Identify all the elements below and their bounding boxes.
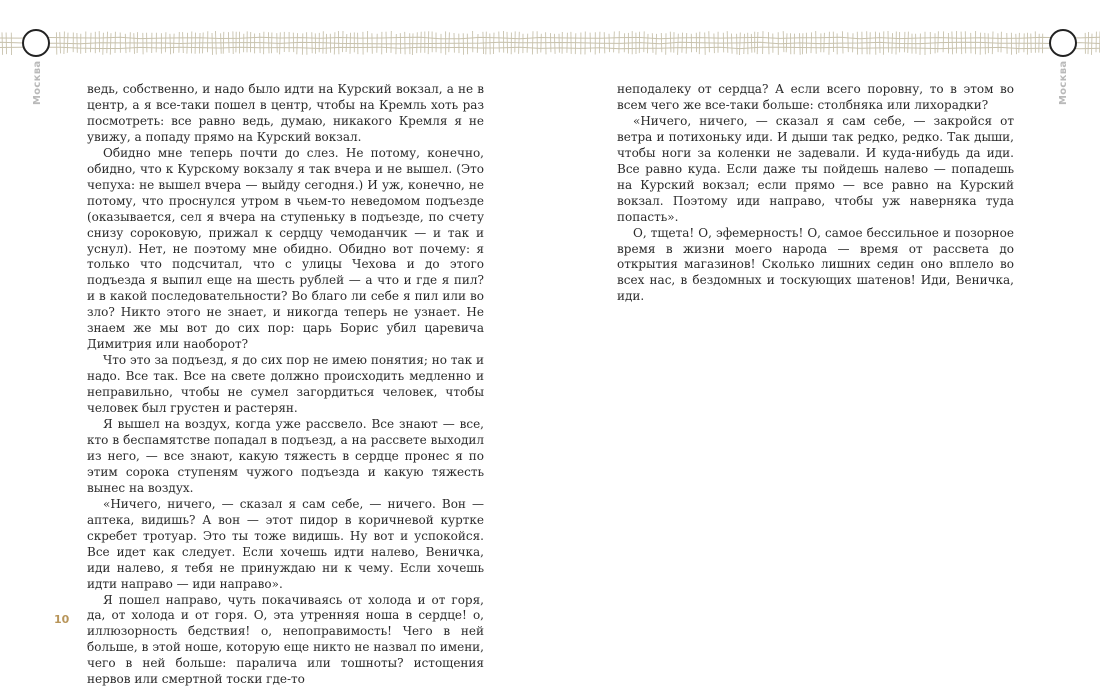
paragraph: Я пошел направо, чуть покачиваясь от холода и от горя, да, от холода и от горя. О, эта утренняя ноша в сердце! о, иллюзорность бедствия! о, непоправимость! Чего в ней больше, в этой ноше, которую еще никто не назвал по имени, чего в ней больше: паралича или тошноты? истощения нервов или смертной тоски где-то — [87, 592, 484, 687]
fence-post — [709, 31, 710, 52]
fence-post — [346, 34, 347, 52]
fence-post — [961, 32, 962, 54]
fence-post — [824, 33, 825, 53]
fence-post — [527, 34, 528, 53]
fence-post — [170, 34, 171, 55]
fence-post — [686, 33, 687, 54]
fence-post — [648, 34, 649, 53]
fence-post — [165, 32, 166, 52]
fence-circle-left — [23, 30, 49, 56]
paragraph: Обидно мне теперь почти до слез. Не потому, конечно, обидно, что к Курскому вокзалу я так вчера и не вышел. (Это чепуха: не вышел вчера — выйду сегодня.) И уж, конечно, не потому, что проснулся утром в чьем-то неведомом подъезде (оказывается, сел я вчера на ступеньку в подъезде, по счету снизу сороковую, прижал к сердцу чемоданчик — и так и уснул). Нет, не поэтому мне обидно. Обидно вот почему: я только что подсчитал, что с улицы Чехова и до этого подъезда я выпил еще на шесть рублей — а что и где я пил? и в какой последовательности? Во благо ли себе я пил или во зло? Никто этого не знает, и никогда теперь не узнает. Не знаем же мы вот до сих пор: царь Борис убил царевича Димитрия или наоборот? — [87, 145, 484, 352]
fence-post — [412, 33, 413, 55]
fence-post — [386, 32, 387, 53]
fence-post — [952, 32, 953, 55]
fence-post — [656, 34, 657, 55]
fence-ornament — [0, 26, 1100, 60]
fence-post — [604, 32, 605, 53]
fence-post — [614, 32, 615, 53]
fence-post — [67, 33, 68, 53]
fence-post — [740, 33, 741, 56]
fence-post — [280, 32, 281, 54]
fence-post — [187, 33, 188, 54]
running-head-right-text: Москва — [1058, 60, 1069, 105]
fence-post — [904, 32, 905, 52]
fence-post — [880, 33, 881, 54]
fence-post — [221, 33, 222, 53]
fence-post — [744, 34, 745, 54]
fence-post — [661, 33, 662, 52]
right-page-text — [617, 82, 1014, 305]
fence-post — [943, 31, 944, 52]
fence-post — [670, 32, 671, 53]
decorative-fence-border — [0, 26, 1100, 60]
fence-post — [64, 32, 65, 55]
fence-post — [417, 32, 418, 53]
fence-post — [541, 34, 542, 53]
fence-post — [652, 33, 653, 53]
left-page-text — [87, 82, 484, 688]
fence-post — [183, 32, 184, 53]
fence-post — [338, 31, 339, 54]
fence-post — [732, 34, 733, 54]
fence-post — [800, 33, 801, 55]
fence-post — [486, 32, 487, 55]
fence-post — [110, 33, 111, 54]
fence-circle-right — [1050, 30, 1076, 56]
fence-post — [532, 31, 533, 54]
running-head-left-text: Москва — [32, 60, 43, 105]
fence-post — [848, 32, 849, 52]
paragraph: «Ничего, ничего, — сказал я сам себе, — ничего. Вон — аптека, видишь? А вон — этот пидор в коричневой куртке скребет тротуар. Это ты тоже видишь. Ну вот и успокойся. Все идет как следует. Если хочешь идти налево, Веничка, иди налево, я тебя не принуждаю ни к чему. Если хочешь идти направо — иди направо». — [87, 496, 484, 591]
fence-post — [421, 32, 422, 53]
paragraph: Что это за подъезд, я до сих пор не имею понятия; но так и надо. Все так. Все на свете должно происходить медленно и неправильно, чтобы не сумел загордиться человек, чтобы человек был грустен и растерян. — [87, 353, 484, 416]
fence-post — [1092, 34, 1093, 55]
running-head-left — [32, 60, 46, 128]
fence-post — [751, 34, 752, 53]
fence-post — [297, 33, 298, 54]
fence-post — [107, 32, 108, 54]
fence-post — [428, 31, 429, 54]
fence-post — [130, 32, 131, 52]
fence-post — [334, 32, 335, 54]
fence-post — [842, 31, 843, 53]
paragraph: неподалеку от сердца? А если всего поровну, то в этом во всем чего же все-таки больше: столбняка или лихорадки? — [617, 82, 1014, 112]
fence-post — [174, 34, 175, 54]
paragraph: ведь, собственно, и надо было идти на Курский вокзал, а не в центр, а я все-таки пошел в центр, чтобы на Кремль хоть раз посмотреть: все равно ведь, думаю, никакого Кремля я не увижу, а попаду прямо на Курский вокзал. — [87, 82, 484, 144]
fence-post — [575, 33, 576, 54]
fence-post — [125, 34, 126, 53]
fence-post — [199, 33, 200, 54]
fence-post — [269, 32, 270, 53]
fence-post — [223, 32, 224, 54]
fence-post — [705, 33, 706, 55]
fence-post — [228, 32, 229, 53]
fence-post — [811, 32, 812, 53]
fence-post — [768, 32, 769, 54]
fence-post — [714, 34, 715, 54]
fence-post — [350, 33, 351, 54]
fence-post — [786, 33, 787, 52]
fence-post — [829, 32, 830, 55]
running-head-right — [1058, 60, 1072, 128]
fence-post — [499, 32, 500, 53]
fence-post — [103, 33, 104, 55]
fence-post — [1088, 32, 1089, 54]
fence-post — [783, 31, 784, 52]
fence-post — [816, 31, 817, 54]
paragraph: Я вышел на воздух, когда уже рассвело. Все знают — все, кто в беспамятстве попадал в подъезд, а на рассвете выходил из него, — все знают, какую тяжесть в сердце пронес я по этим сорока ступеням чужого подъезда и какую тяжесть вынес на воздух. — [87, 417, 484, 495]
fence-post — [908, 32, 909, 53]
fence-post — [699, 32, 700, 54]
fence-post — [483, 32, 484, 54]
fence-post — [682, 33, 683, 53]
fence-post — [599, 32, 600, 54]
fence-post — [892, 33, 893, 54]
paragraph: «Ничего, ничего, — сказал я сам себе, — закройся от ветра и потихоньку иди. И дыши так редко, редко. Так дыши, чтобы ноги за коленки не задевали. И куда-нибудь да иди. Все равно куда. Если даже ты пойдешь налево — попадешь на Курский вокзал; если прямо — все равно на Курский вокзал. Поэтому иди направо, чтобы уж наверняка туда попасть». — [617, 113, 1014, 224]
fence-post — [757, 32, 758, 54]
fence-post — [519, 32, 520, 54]
fence-post — [91, 33, 92, 53]
fence-post — [567, 33, 568, 53]
fence-post — [493, 33, 494, 54]
fence-post — [134, 33, 135, 54]
fence-post — [212, 33, 213, 55]
fence-post — [678, 34, 679, 55]
fence-post — [203, 33, 204, 54]
fence-post — [216, 31, 217, 55]
fence-post — [477, 34, 478, 53]
fence-post — [985, 33, 986, 54]
paragraph: О, тщета! О, эфемерность! О, самое бессильное и позорное время в жизни моего народа — время от рассвета до открытия магазинов! Сколько лишних седин оно вплело во всех нас, в бездомных и тоскующих шатенов! Иди, Веничка, иди. — [617, 225, 1014, 304]
page-number-left: 10 — [54, 613, 70, 626]
fence-post — [992, 32, 993, 55]
fence-post — [554, 34, 555, 54]
fence-post — [727, 31, 728, 53]
fence-post — [1016, 34, 1017, 54]
fence-post — [2, 32, 3, 55]
fence-post — [137, 32, 138, 53]
fence-post — [938, 31, 939, 52]
fence-post — [449, 32, 450, 52]
fence-post — [1019, 33, 1020, 53]
fence-post — [343, 31, 344, 52]
fence-post — [888, 31, 889, 53]
fence-post — [60, 32, 61, 53]
fence-post — [507, 32, 508, 53]
fence-post — [609, 34, 610, 52]
